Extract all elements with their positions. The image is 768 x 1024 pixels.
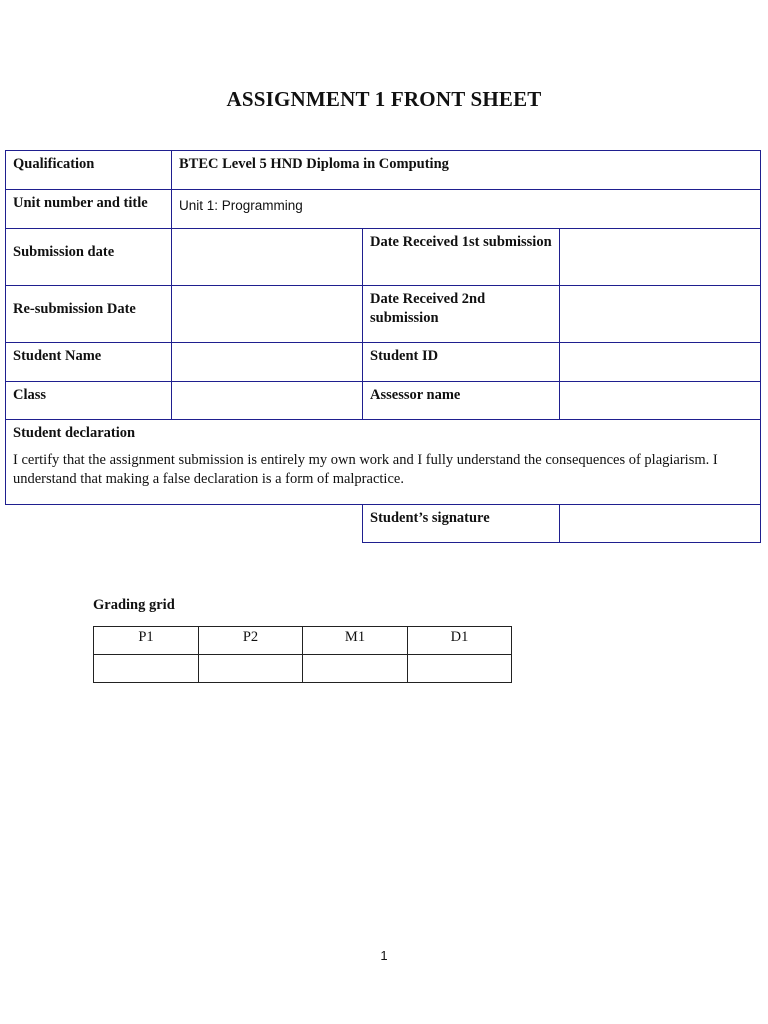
student-id-field[interactable] bbox=[559, 342, 761, 382]
date-received-2-field[interactable] bbox=[559, 285, 761, 343]
declaration-text: I certify that the assignment submission is entirely my own work and I fully understand the consequences of plagiarism. I understand that making a false declaration is a form of malpractice. bbox=[13, 452, 718, 487]
declaration-heading: Student declaration bbox=[13, 425, 136, 441]
grade-header-d1: D1 bbox=[407, 626, 512, 655]
signature-label: Student’s signature bbox=[362, 504, 560, 543]
resubmission-date-label: Re-submission Date bbox=[5, 285, 172, 343]
grade-cell-d1[interactable] bbox=[407, 654, 512, 683]
assessor-name-field[interactable] bbox=[559, 381, 761, 420]
page-title: ASSIGNMENT 1 FRONT SHEET bbox=[226, 87, 542, 111]
grade-header-m1: M1 bbox=[302, 626, 408, 655]
grade-cell-p2[interactable] bbox=[198, 654, 303, 683]
grade-cell-m1[interactable] bbox=[302, 654, 408, 683]
student-name-field[interactable] bbox=[171, 342, 363, 382]
grade-header-p1: P1 bbox=[93, 626, 199, 655]
assessor-name-label: Assessor name bbox=[362, 381, 560, 420]
student-name-label: Student Name bbox=[5, 342, 172, 382]
student-id-label: Student ID bbox=[362, 342, 560, 382]
date-received-2-label: Date Received 2nd submission bbox=[362, 285, 560, 343]
page-number: 1 bbox=[380, 948, 388, 963]
grading-grid-label: Grading grid bbox=[93, 597, 175, 613]
date-received-1-field[interactable] bbox=[559, 228, 761, 286]
submission-date-label: Submission date bbox=[5, 228, 172, 286]
resubmission-date-field[interactable] bbox=[171, 285, 363, 343]
unit-label: Unit number and title bbox=[5, 189, 172, 229]
grade-cell-p1[interactable] bbox=[93, 654, 199, 683]
class-field[interactable] bbox=[171, 381, 363, 420]
qualification-value: BTEC Level 5 HND Diploma in Computing bbox=[171, 150, 761, 190]
signature-field[interactable] bbox=[559, 504, 761, 543]
class-label: Class bbox=[5, 381, 172, 420]
date-received-1-label: Date Received 1st submission bbox=[362, 228, 560, 286]
student-declaration bbox=[5, 419, 761, 505]
unit-value: Unit 1: Programming bbox=[171, 189, 761, 229]
qualification-label: Qualification bbox=[5, 150, 172, 190]
submission-date-field[interactable] bbox=[171, 228, 363, 286]
grade-header-p2: P2 bbox=[198, 626, 303, 655]
